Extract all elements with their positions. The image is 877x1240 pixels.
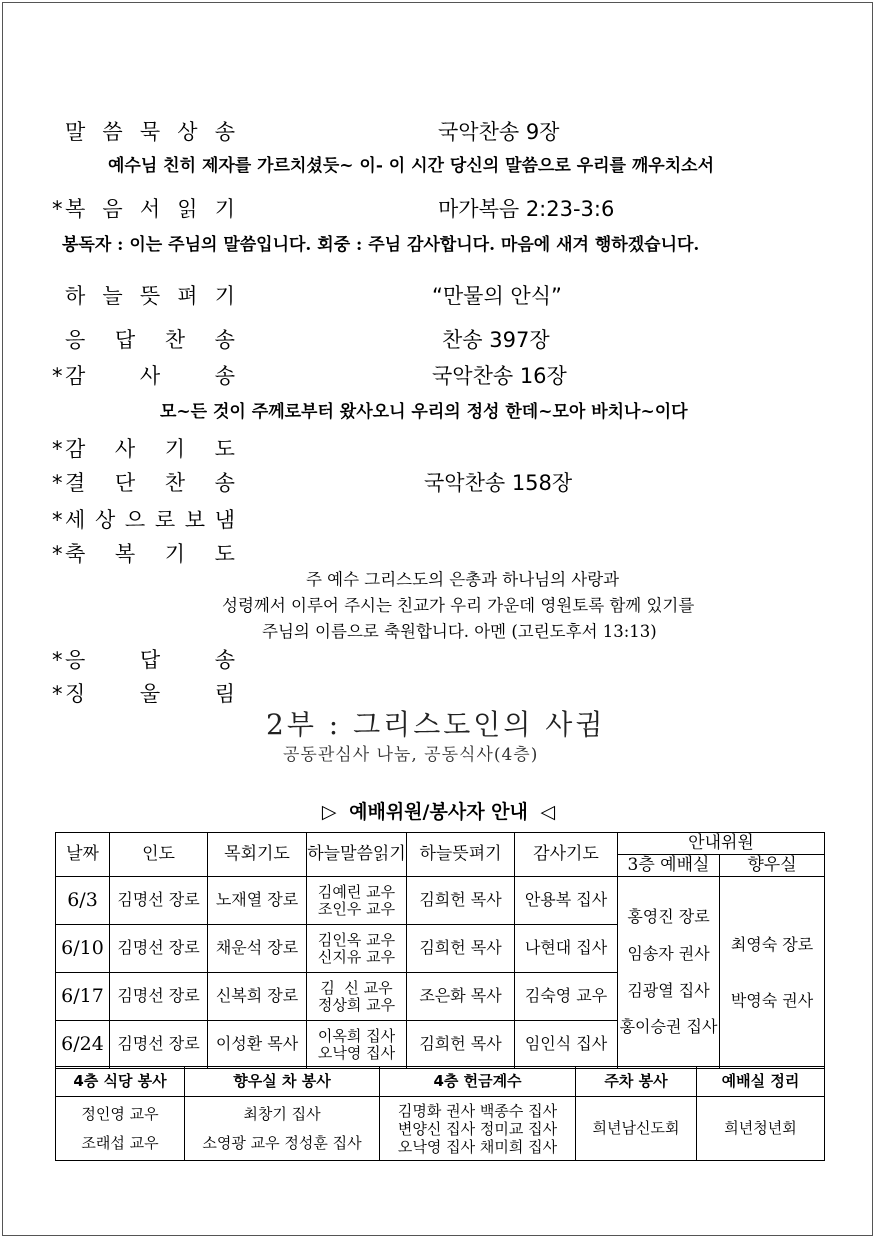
label-char: 송 bbox=[214, 648, 235, 672]
row-date: 6/10 bbox=[56, 925, 110, 973]
label-char: 으 bbox=[124, 508, 146, 532]
row-scripture bbox=[307, 925, 407, 973]
label-char: 기 bbox=[214, 197, 235, 221]
row-pastoral: 채운석 장로 bbox=[208, 925, 307, 973]
service-table bbox=[55, 1066, 825, 1161]
label-char: 감 bbox=[65, 364, 86, 388]
cafeteria-2: 조래섭 교우 bbox=[81, 1133, 159, 1152]
required-marker: * bbox=[52, 682, 63, 706]
cafeteria-1: 정인영 교우 bbox=[81, 1105, 159, 1123]
scripture-reader-1: 김 신 교우 bbox=[320, 979, 393, 997]
blessing-line-2: 성령께서 이루어 주시는 친교가 우리 가운데 영원토록 함께 있기를 bbox=[222, 596, 695, 615]
label-char: 송 bbox=[214, 471, 235, 495]
label-char: 응 bbox=[65, 648, 86, 672]
order-item bbox=[52, 467, 235, 497]
row-lead: 김명선 장로 bbox=[110, 925, 208, 973]
header-scripture: 하늘말씀읽기 bbox=[307, 833, 407, 877]
scripture-reader-2: 신지유 교우 bbox=[317, 947, 396, 966]
order-item-label bbox=[65, 644, 235, 674]
label-char: 로 bbox=[154, 508, 176, 532]
label-char: 상 bbox=[177, 120, 198, 144]
order-item-label bbox=[65, 360, 235, 390]
row-sermon: 김희헌 목사 bbox=[407, 1021, 515, 1069]
row-thanks: 안용복 집사 bbox=[515, 877, 618, 925]
label-char: 씀 bbox=[102, 120, 123, 144]
label-char: 응 bbox=[65, 328, 86, 352]
parking-volunteers: 희년남신도회 bbox=[576, 1097, 697, 1161]
row-scripture bbox=[307, 1021, 407, 1069]
tea-1: 최창기 집사 bbox=[243, 1105, 321, 1123]
label-char: 서 bbox=[139, 197, 161, 221]
label-char: 기 bbox=[164, 542, 186, 566]
scripture-reader-1: 김예린 교우 bbox=[317, 883, 396, 901]
cleanup-volunteers: 희년청년회 bbox=[697, 1097, 825, 1161]
order-item-label bbox=[65, 433, 235, 463]
scripture-reader-1: 이옥희 집사 bbox=[317, 1027, 396, 1045]
header-date: 날짜 bbox=[56, 833, 110, 877]
header-offering: 4층 헌금계수 bbox=[380, 1067, 576, 1097]
reading-response: 봉독자 : 이는 주님의 말씀입니다. 회중 : 주님 감사합니다. 마음에 새겨 행하겠습니다. bbox=[62, 235, 700, 255]
row-pastoral: 노재열 장로 bbox=[208, 877, 307, 925]
header-cafeteria: 4층 식당 봉사 bbox=[56, 1067, 185, 1097]
offering-2: 변양신 집사 정미교 집사 bbox=[397, 1119, 558, 1138]
label-char: 상 bbox=[94, 508, 116, 532]
label-char: 축 bbox=[65, 542, 86, 566]
label-char: 늘 bbox=[102, 284, 123, 308]
label-char: 송 bbox=[214, 120, 235, 144]
label-char: 펴 bbox=[177, 284, 198, 308]
order-item bbox=[52, 538, 235, 568]
label-char: 냄 bbox=[214, 508, 235, 532]
row-pastoral: 신복희 장로 bbox=[208, 973, 307, 1021]
required-marker: * bbox=[52, 648, 63, 672]
order-item-value: “만물의 안식” bbox=[432, 284, 562, 308]
row-thanks: 나현대 집사 bbox=[515, 925, 618, 973]
order-item bbox=[52, 280, 235, 310]
guide-heading bbox=[0, 797, 877, 824]
row-scripture bbox=[307, 877, 407, 925]
usher-lounge-2: 박영숙 권사 bbox=[730, 990, 814, 1010]
header-thanks-prayer: 감사기도 bbox=[515, 833, 618, 877]
label-char: 음 bbox=[102, 197, 123, 221]
header-usher-3f: 3층 예배실 bbox=[618, 855, 720, 877]
label-char: 도 bbox=[214, 437, 235, 461]
usher-3f-4: 홍이승권 집사 bbox=[619, 1017, 718, 1037]
order-item bbox=[52, 116, 235, 146]
usher-3f-1: 홍영진 장로 bbox=[627, 906, 710, 926]
thanks-song-lyrics: 모~든 것이 주께로부터 왔사오니 우리의 정성 한데~모아 바치나~이다 bbox=[160, 402, 688, 422]
required-marker: * bbox=[52, 508, 63, 532]
row-thanks: 임인식 집사 bbox=[515, 1021, 618, 1069]
schedule-table bbox=[55, 832, 825, 1069]
order-item-label bbox=[65, 116, 235, 146]
offering-volunteers bbox=[380, 1097, 576, 1161]
scripture-reader-1: 김인옥 교우 bbox=[317, 931, 396, 949]
offering-1: 김명화 권사 백종수 집사 bbox=[397, 1101, 558, 1120]
label-char: 도 bbox=[214, 542, 235, 566]
header-tea: 향우실 차 봉사 bbox=[185, 1067, 380, 1097]
usher-3f-3: 김광열 집사 bbox=[627, 980, 710, 1000]
row-sermon: 김희헌 목사 bbox=[407, 877, 515, 925]
blessing-line-3: 주님의 이름으로 축원합니다. 아멘 (고린도후서 13:13) bbox=[262, 622, 657, 641]
header-sermon: 하늘뜻펴기 bbox=[407, 833, 515, 877]
label-char: 송 bbox=[214, 364, 235, 388]
row-date: 6/17 bbox=[56, 973, 110, 1021]
order-item-label bbox=[65, 467, 235, 497]
order-item bbox=[52, 193, 235, 223]
label-char: 징 bbox=[65, 682, 86, 706]
scripture-reader-2: 정상희 교우 bbox=[317, 995, 396, 1014]
order-item bbox=[52, 433, 235, 463]
row-sermon: 조은화 목사 bbox=[407, 973, 515, 1021]
header-lead: 인도 bbox=[110, 833, 208, 877]
usher-lounge-1: 최영숙 장로 bbox=[730, 934, 814, 954]
cafeteria-volunteers bbox=[56, 1097, 185, 1161]
row-lead: 김명선 장로 bbox=[110, 877, 208, 925]
order-item-value: 국악찬송 158장 bbox=[424, 471, 573, 495]
label-char: 보 bbox=[184, 508, 206, 532]
scripture-reader-2: 오낙영 집사 bbox=[317, 1043, 396, 1062]
order-item-label bbox=[65, 324, 235, 354]
order-item-value: 마가복음 2:23-3:6 bbox=[438, 197, 615, 221]
header-ushers: 안내위원 bbox=[618, 833, 825, 855]
header-usher-lounge: 향우실 bbox=[720, 855, 825, 877]
header-parking: 주차 봉사 bbox=[576, 1067, 697, 1097]
table-row bbox=[56, 877, 825, 925]
order-item-value: 국악찬송 16장 bbox=[432, 364, 567, 388]
label-char: 복 bbox=[114, 542, 136, 566]
row-pastoral: 이성환 목사 bbox=[208, 1021, 307, 1069]
label-char: 기 bbox=[214, 284, 235, 308]
label-char: 묵 bbox=[139, 120, 161, 144]
usher-3f-list bbox=[618, 877, 720, 1069]
tea-volunteers bbox=[185, 1097, 380, 1161]
header-pastoral-prayer: 목회기도 bbox=[208, 833, 307, 877]
required-marker: * bbox=[52, 364, 63, 388]
usher-3f-2: 임송자 권사 bbox=[627, 943, 710, 963]
order-item bbox=[52, 644, 235, 674]
label-char: 복 bbox=[65, 197, 86, 221]
required-marker: * bbox=[52, 197, 63, 221]
part2-title: 2부 : 그리스도인의 사귐 bbox=[266, 708, 606, 741]
order-item-label bbox=[65, 280, 235, 310]
row-sermon: 김희헌 목사 bbox=[407, 925, 515, 973]
label-char: 답 bbox=[114, 328, 136, 352]
tea-2: 소영광 교우 정성훈 집사 bbox=[202, 1133, 362, 1152]
label-char: 세 bbox=[65, 508, 86, 532]
part2-subtitle: 공동관심사 나눔, 공동식사(4층) bbox=[283, 745, 539, 765]
label-char: 울 bbox=[139, 682, 161, 706]
label-char: 사 bbox=[114, 437, 136, 461]
triangle-right-icon: ▷ bbox=[321, 801, 337, 823]
label-char: 기 bbox=[164, 437, 186, 461]
label-char: 감 bbox=[65, 437, 86, 461]
offering-3: 오낙영 집사 채미희 집사 bbox=[397, 1137, 558, 1156]
label-char: 사 bbox=[139, 364, 161, 388]
order-item bbox=[52, 678, 235, 708]
order-item-label bbox=[65, 504, 235, 534]
required-marker: * bbox=[52, 437, 63, 461]
label-char: 말 bbox=[65, 120, 86, 144]
row-lead: 김명선 장로 bbox=[110, 1021, 208, 1069]
label-char: 하 bbox=[65, 284, 86, 308]
blessing-line-1: 주 예수 그리스도의 은총과 하나님의 사랑과 bbox=[306, 570, 620, 589]
order-item bbox=[52, 324, 235, 354]
row-scripture bbox=[307, 973, 407, 1021]
required-marker: * bbox=[52, 471, 63, 495]
order-item-value: 찬송 397장 bbox=[442, 328, 550, 352]
order-item-value: 국악찬송 9장 bbox=[438, 120, 560, 144]
order-item-label bbox=[65, 193, 235, 223]
label-char: 송 bbox=[214, 328, 235, 352]
label-char: 찬 bbox=[164, 328, 186, 352]
label-char: 답 bbox=[139, 648, 161, 672]
guide-title: 예배위원/봉사자 안내 bbox=[349, 801, 528, 823]
row-date: 6/24 bbox=[56, 1021, 110, 1069]
order-item-label bbox=[65, 538, 235, 568]
row-thanks: 김숙영 교우 bbox=[515, 973, 618, 1021]
label-char: 찬 bbox=[164, 471, 186, 495]
label-char: 읽 bbox=[177, 197, 198, 221]
label-char: 결 bbox=[65, 471, 86, 495]
required-marker: * bbox=[52, 542, 63, 566]
row-date: 6/3 bbox=[56, 877, 110, 925]
triangle-left-icon: ◁ bbox=[540, 801, 556, 823]
order-item-label bbox=[65, 678, 235, 708]
order-item bbox=[52, 504, 235, 534]
header-cleanup: 예배실 정리 bbox=[697, 1067, 825, 1097]
label-char: 림 bbox=[214, 682, 235, 706]
meditation-song-lyrics: 예수님 친히 제자를 가르치셨듯~ 이- 이 시간 당신의 말씀으로 우리를 깨우치소서 bbox=[108, 156, 714, 176]
label-char: 단 bbox=[114, 471, 136, 495]
order-item bbox=[52, 360, 235, 390]
usher-lounge-list bbox=[720, 877, 825, 1069]
label-char: 뜻 bbox=[139, 284, 161, 308]
row-lead: 김명선 장로 bbox=[110, 973, 208, 1021]
scripture-reader-2: 조인우 교우 bbox=[317, 899, 396, 918]
